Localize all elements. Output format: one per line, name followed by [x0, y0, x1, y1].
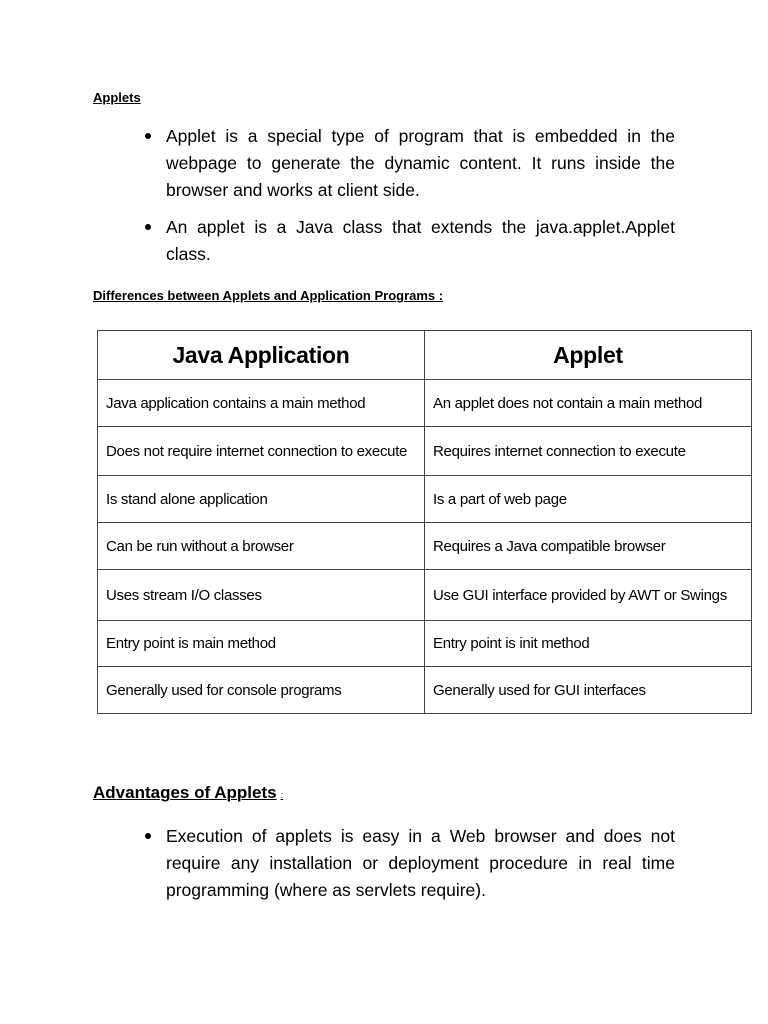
- section-heading-advantages: [93, 783, 293, 803]
- table-cell: Generally used for GUI interfaces: [425, 667, 752, 714]
- table-row: [98, 380, 752, 427]
- table-row: [98, 570, 752, 621]
- table-row: [98, 523, 752, 570]
- list-item: Execution of applets is easy in a Web browser and does not require any installation or deployment procedure in real time programming (where as servlets require).: [145, 823, 675, 904]
- table-cell: Is stand alone application: [98, 476, 425, 523]
- advantages-heading-colon: :: [280, 790, 284, 800]
- advantages-heading-text: Advantages of Applets: [93, 783, 277, 802]
- table-cell: Entry point is main method: [98, 621, 425, 667]
- comparison-table: [97, 330, 752, 714]
- table-row: [98, 427, 752, 476]
- table-cell: Use GUI interface provided by AWT or Swings: [425, 570, 752, 621]
- table-cell: Generally used for console programs: [98, 667, 425, 714]
- column-header-applet: Applet: [425, 331, 752, 380]
- list-item: An applet is a Java class that extends the java.applet.Applet class.: [145, 214, 675, 268]
- applets-bullet-list: [145, 123, 675, 278]
- table-cell: Uses stream I/O classes: [98, 570, 425, 621]
- list-item: Applet is a special type of program that is embedded in the webpage to generate the dynamic content. It runs inside the browser and works at client side.: [145, 123, 675, 204]
- table-row: [98, 476, 752, 523]
- section-heading-differences: Differences between Applets and Application Programs :: [93, 288, 444, 303]
- table-header-row: [98, 331, 752, 380]
- table-cell: Java application contains a main method: [98, 380, 425, 427]
- table-row: [98, 667, 752, 714]
- table-cell: Can be run without a browser: [98, 523, 425, 570]
- table-cell: Requires internet connection to execute: [425, 427, 752, 476]
- section-heading-applets: Applets: [93, 90, 141, 105]
- table-cell: An applet does not contain a main method: [425, 380, 752, 427]
- advantages-bullet-list: [145, 823, 675, 914]
- table-cell: Requires a Java compatible browser: [425, 523, 752, 570]
- table-cell: Does not require internet connection to execute: [98, 427, 425, 476]
- table-row: [98, 621, 752, 667]
- column-header-java-application: Java Application: [98, 331, 425, 380]
- table-cell: Is a part of web page: [425, 476, 752, 523]
- table-cell: Entry point is init method: [425, 621, 752, 667]
